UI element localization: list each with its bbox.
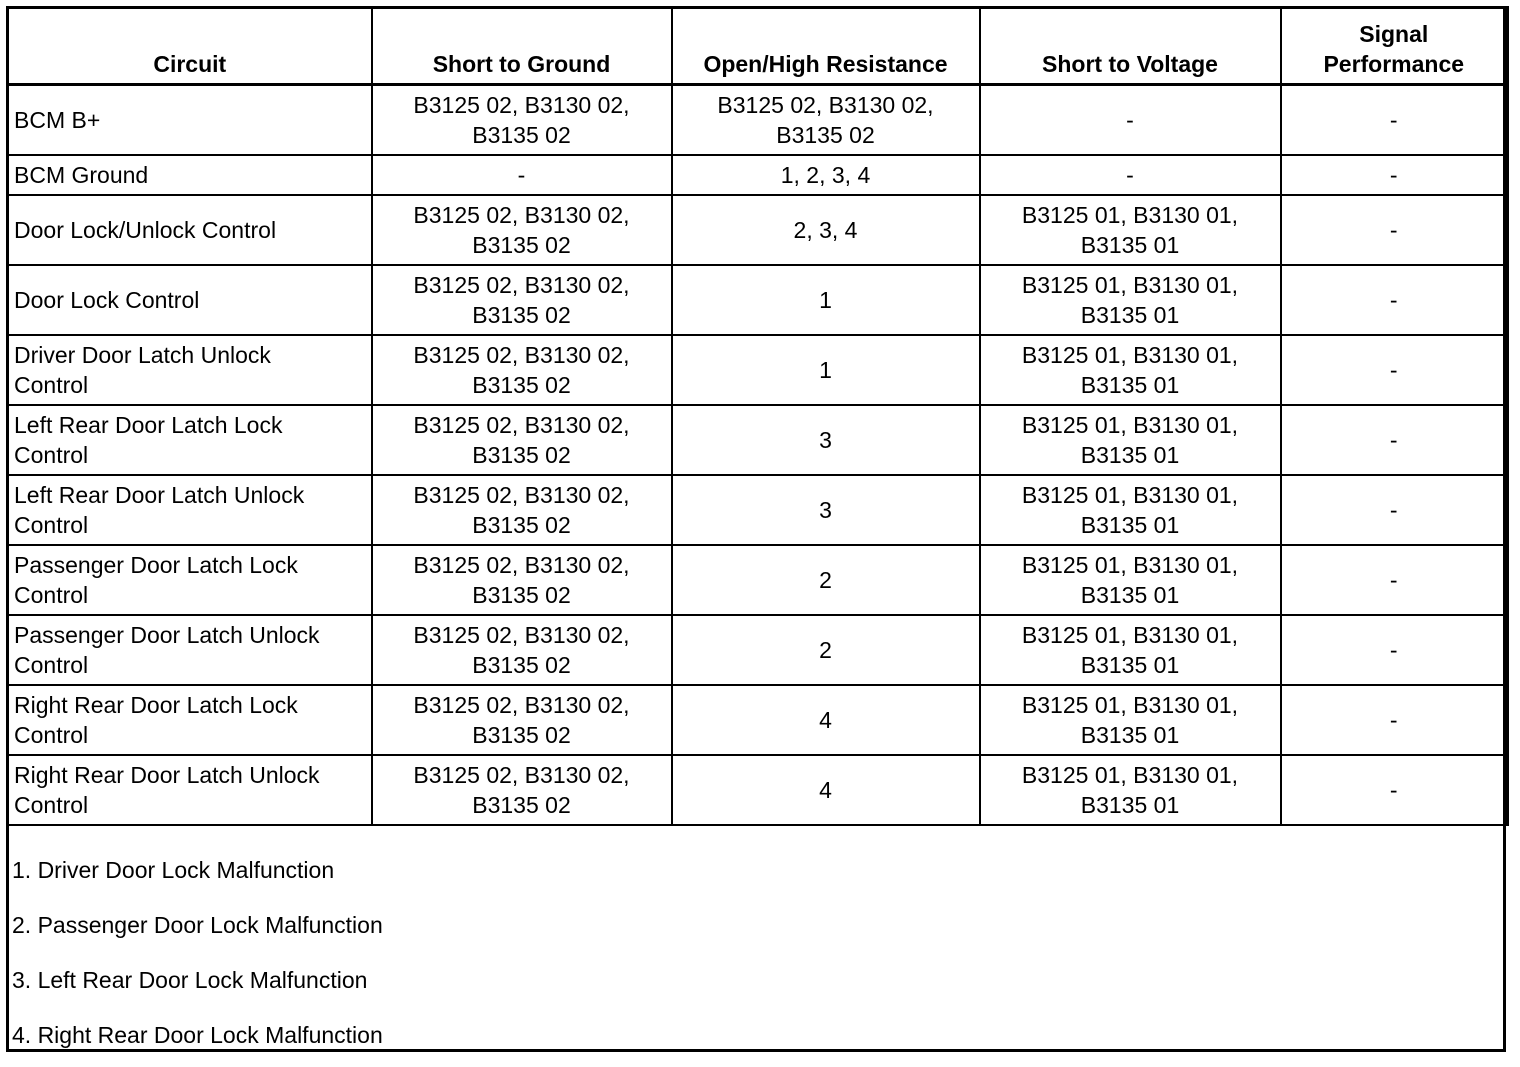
circuit-cell [8,685,372,755]
signal-performance-cell [1281,195,1508,265]
short-to-voltage-cell-line: B3135 01 [1080,512,1180,538]
open-high-resistance-cell-line: 1 [819,287,832,313]
open-high-resistance-cell-line: 4 [819,707,832,733]
circuit-cell-line: Right Rear Door Latch Unlock [14,762,320,788]
circuit-cell-line: BCM B+ [14,107,101,133]
header-short-to-voltage: Short to Voltage [980,8,1281,85]
short-to-voltage-cell-line: B3135 01 [1080,372,1180,398]
open-high-resistance-cell-line: 2, 3, 4 [793,217,858,243]
signal-performance-cell [1281,155,1508,195]
short-to-ground-cell-line: B3135 02 [472,512,571,538]
table-row [8,615,1508,685]
footnotes [9,847,1499,1067]
circuit-cell-line: Driver Door Latch Unlock [14,342,271,368]
table-row [8,405,1508,475]
open-high-resistance-cell [672,755,980,825]
circuit-cell [8,155,372,195]
short-to-ground-cell-line: B3125 02, B3130 02, [413,202,630,228]
table-row [8,545,1508,615]
signal-performance-cell-line: - [1389,637,1398,663]
short-to-voltage-cell-line: B3135 01 [1080,792,1180,818]
open-high-resistance-cell-line: 2 [819,637,832,663]
table-row [8,685,1508,755]
open-high-resistance-cell-line: 3 [819,497,832,523]
short-to-voltage-cell-line: B3135 01 [1080,232,1180,258]
short-to-ground-cell-line: B3125 02, B3130 02, [413,412,630,438]
open-high-resistance-cell-line: 3 [819,427,832,453]
signal-performance-cell [1281,335,1508,405]
signal-performance-cell [1281,545,1508,615]
table-row [8,755,1508,825]
short-to-ground-cell [372,335,672,405]
short-to-ground-cell [372,545,672,615]
open-high-resistance-cell [672,335,980,405]
short-to-voltage-cell-line: B3125 01, B3130 01, [1021,342,1239,368]
circuit-cell-line: Passenger Door Latch Lock [14,552,298,578]
short-to-voltage-cell-line: B3135 01 [1080,302,1180,328]
short-to-voltage-cell-line: B3135 01 [1080,582,1180,608]
short-to-voltage-cell [980,685,1281,755]
short-to-voltage-cell-line: B3125 01, B3130 01, [1021,552,1239,578]
header-signal-performance-line1: Signal [1359,21,1429,47]
short-to-voltage-cell [980,615,1281,685]
circuit-cell-line: Control [14,442,89,468]
header-open-high-resistance: Open/High Resistance [672,8,980,85]
short-to-ground-cell-line: B3135 02 [472,722,571,748]
circuit-cell [8,615,372,685]
circuit-cell-line: Left Rear Door Latch Unlock [14,482,305,508]
short-to-voltage-cell-line: B3125 01, B3130 01, [1021,412,1239,438]
short-to-ground-cell-line: B3135 02 [472,652,571,678]
circuit-cell [8,85,372,156]
short-to-voltage-cell-line: B3125 01, B3130 01, [1021,202,1239,228]
short-to-ground-cell [372,265,672,335]
signal-performance-cell-line: - [1389,217,1398,243]
signal-performance-cell-line: - [1389,287,1398,313]
signal-performance-cell-line: - [1389,497,1398,523]
short-to-voltage-cell [980,475,1281,545]
open-high-resistance-cell [672,685,980,755]
circuit-cell-line: Right Rear Door Latch Lock [14,692,298,718]
signal-performance-cell-line: - [1389,707,1398,733]
open-high-resistance-cell [672,85,980,156]
table-row [8,85,1508,156]
open-high-resistance-cell [672,405,980,475]
short-to-ground-cell-line: B3125 02, B3130 02, [413,692,630,718]
short-to-ground-cell [372,475,672,545]
footnote-item: 3. Left Rear Door Lock Malfunction [12,967,368,993]
signal-performance-cell [1281,405,1508,475]
short-to-voltage-cell [980,545,1281,615]
open-high-resistance-cell [672,155,980,195]
circuit-cell-line: Control [14,722,89,748]
table-row [8,195,1508,265]
circuit-cell-line: Door Lock Control [14,287,200,313]
short-to-voltage-cell [980,405,1281,475]
short-to-voltage-cell [980,755,1281,825]
open-high-resistance-cell-line: 1, 2, 3, 4 [780,162,871,188]
short-to-voltage-cell-line: B3125 01, B3130 01, [1021,272,1239,298]
short-to-ground-cell-line: B3125 02, B3130 02, [413,272,630,298]
short-to-ground-cell-line: B3125 02, B3130 02, [413,622,630,648]
short-to-ground-cell-line: B3125 02, B3130 02, [413,552,630,578]
circuit-cell-line: Passenger Door Latch Unlock [14,622,320,648]
signal-performance-cell-line: - [1389,777,1398,803]
header-signal-performance-line2: Performance [1323,51,1465,77]
short-to-voltage-cell-line: B3135 01 [1080,652,1180,678]
short-to-voltage-cell [980,85,1281,156]
short-to-ground-cell-line: B3135 02 [472,792,571,818]
table-row [8,335,1508,405]
short-to-ground-cell-line: B3125 02, B3130 02, [413,482,630,508]
circuit-cell-line: Control [14,582,89,608]
open-high-resistance-cell [672,545,980,615]
circuit-cell [8,405,372,475]
circuit-cell [8,335,372,405]
circuit-cell [8,475,372,545]
open-high-resistance-cell-line: B3135 02 [776,122,875,148]
short-to-voltage-cell [980,155,1281,195]
footnote-item: 4. Right Rear Door Lock Malfunction [12,1022,383,1048]
short-to-ground-cell-line: B3135 02 [472,582,571,608]
short-to-voltage-cell-line: B3135 01 [1080,442,1180,468]
short-to-ground-cell [372,685,672,755]
short-to-voltage-cell-line: B3135 01 [1080,722,1180,748]
open-high-resistance-cell [672,265,980,335]
signal-performance-cell-line: - [1389,567,1398,593]
circuit-cell-line: Control [14,372,89,398]
circuit-cell-line: BCM Ground [14,162,149,188]
short-to-ground-cell [372,155,672,195]
short-to-ground-cell [372,405,672,475]
short-to-voltage-cell [980,195,1281,265]
circuit-cell [8,265,372,335]
header-signal-performance [1281,8,1508,85]
circuit-cell-line: Left Rear Door Latch Lock [14,412,283,438]
open-high-resistance-cell-line: B3125 02, B3130 02, [717,92,934,118]
signal-performance-cell-line: - [1389,162,1398,188]
short-to-ground-cell [372,85,672,156]
signal-performance-cell [1281,755,1508,825]
header-circuit: Circuit [8,8,372,85]
short-to-ground-cell [372,755,672,825]
open-high-resistance-cell-line: 2 [819,567,832,593]
circuit-cell-line: Door Lock/Unlock Control [14,217,277,243]
circuit-cell [8,755,372,825]
signal-performance-cell-line: - [1389,107,1398,133]
short-to-ground-cell-line: B3135 02 [472,372,571,398]
short-to-ground-cell-line: B3135 02 [472,122,571,148]
short-to-voltage-cell-line: - [1126,162,1134,188]
circuit-cell-line: Control [14,652,89,678]
short-to-voltage-cell [980,335,1281,405]
short-to-voltage-cell-line: B3125 01, B3130 01, [1021,622,1239,648]
short-to-voltage-cell [980,265,1281,335]
signal-performance-cell [1281,475,1508,545]
table-body [8,85,1508,826]
short-to-ground-cell-line: B3125 02, B3130 02, [413,92,630,118]
diagnostic-table-sheet [6,6,1506,1052]
circuit-dtc-table [6,6,1509,826]
short-to-voltage-cell-line: B3125 01, B3130 01, [1021,482,1239,508]
short-to-ground-cell-line: B3135 02 [472,442,571,468]
table-row [8,475,1508,545]
short-to-ground-cell [372,195,672,265]
short-to-ground-cell-line: B3135 02 [472,232,571,258]
signal-performance-cell [1281,685,1508,755]
short-to-voltage-cell-line: - [1126,107,1134,133]
open-high-resistance-cell-line: 4 [819,777,832,803]
table-row [8,265,1508,335]
circuit-cell [8,195,372,265]
short-to-ground-cell-line: - [517,162,526,188]
signal-performance-cell-line: - [1389,427,1398,453]
signal-performance-cell-line: - [1389,357,1398,383]
open-high-resistance-cell [672,615,980,685]
open-high-resistance-cell-line: 1 [819,357,832,383]
circuit-cell [8,545,372,615]
signal-performance-cell [1281,615,1508,685]
short-to-voltage-cell-line: B3125 01, B3130 01, [1021,762,1239,788]
open-high-resistance-cell [672,475,980,545]
circuit-cell-line: Control [14,512,89,538]
signal-performance-cell [1281,85,1508,156]
short-to-ground-cell-line: B3125 02, B3130 02, [413,762,630,788]
signal-performance-cell [1281,265,1508,335]
short-to-ground-cell [372,615,672,685]
short-to-ground-cell-line: B3135 02 [472,302,571,328]
footnote-item: 2. Passenger Door Lock Malfunction [12,912,383,938]
short-to-ground-cell-line: B3125 02, B3130 02, [413,342,630,368]
short-to-voltage-cell-line: B3125 01, B3130 01, [1021,692,1239,718]
header-short-to-ground: Short to Ground [372,8,672,85]
open-high-resistance-cell [672,195,980,265]
table-header-row [8,8,1508,85]
circuit-cell-line: Control [14,792,89,818]
table-row [8,155,1508,195]
footnote-item: 1. Driver Door Lock Malfunction [12,857,335,883]
